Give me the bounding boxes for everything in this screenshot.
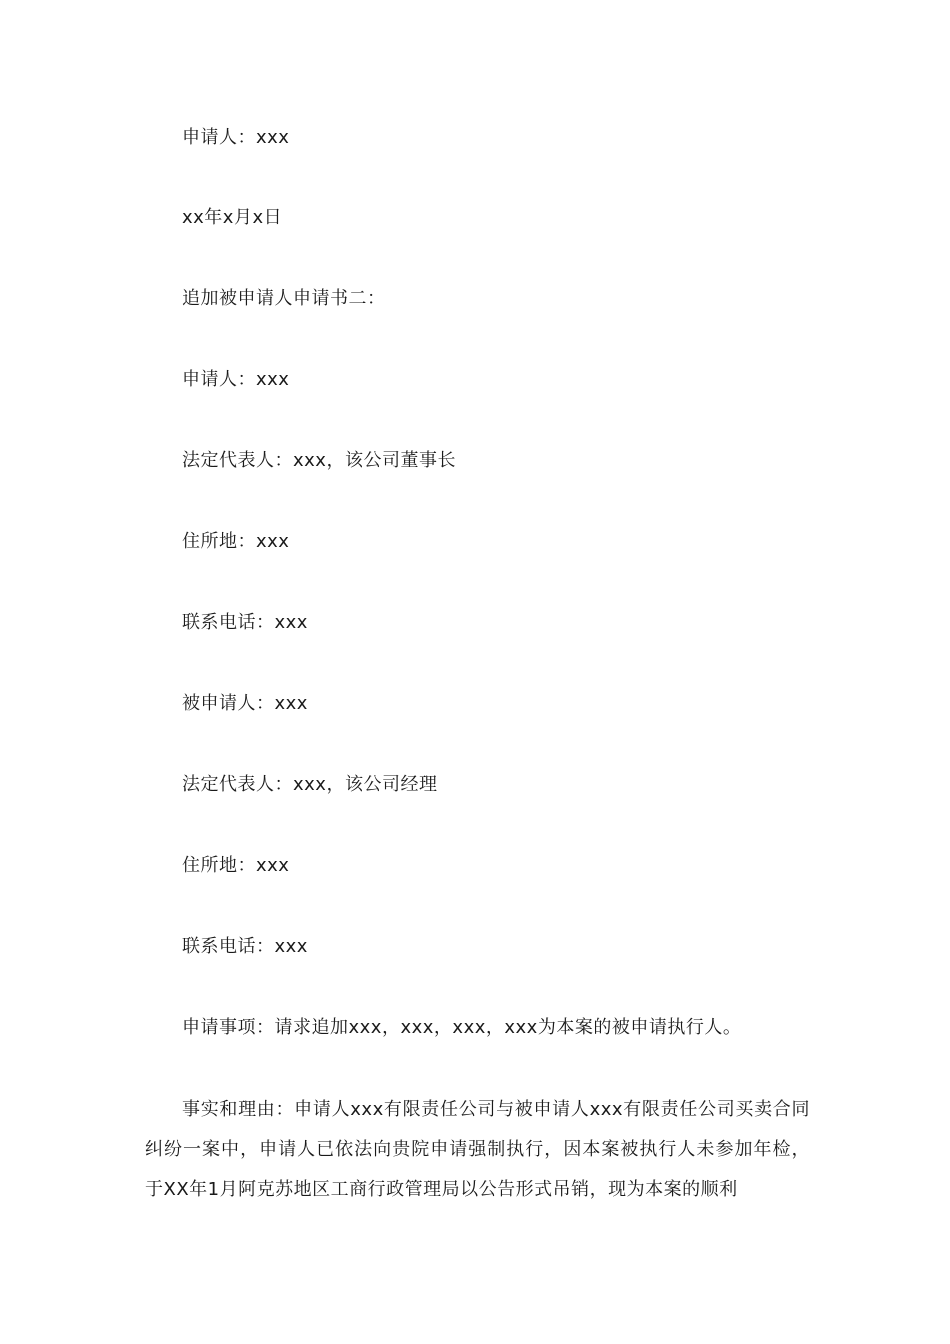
applicant-line-2: 申请人：xxx	[182, 369, 290, 390]
address-line: 住所地：xxx	[182, 531, 290, 552]
respondent-legal-rep-line: 法定代表人：xxx，该公司经理	[182, 774, 438, 795]
respondent-line: 被申请人：xxx	[182, 693, 308, 714]
section-title: 追加被申请人申请书二：	[182, 288, 386, 309]
facts-paragraph: 事实和理由：申请人xxx有限责任公司与被申请人xxx有限责任公司买卖合同纠纷一案中，申请人已依法向贵院申请强制执行，因本案被执行人未参加年检，于XX年1月阿克苏地区工商行政管理局以公告形式吊销，现为本案的顺利	[145, 1099, 810, 1200]
respondent-address-line: 住所地：xxx	[182, 855, 290, 876]
request-matter-line: 申请事项：请求追加xxx，xxx，xxx，xxx为本案的被申请执行人。	[182, 1017, 742, 1038]
applicant-line: 申请人：xxx	[182, 127, 290, 148]
legal-rep-line: 法定代表人：xxx，该公司董事长	[182, 450, 456, 471]
respondent-phone-line: 联系电话：xxx	[182, 936, 308, 957]
date-line: xx年x月x日	[182, 207, 283, 228]
phone-line: 联系电话：xxx	[182, 612, 308, 633]
